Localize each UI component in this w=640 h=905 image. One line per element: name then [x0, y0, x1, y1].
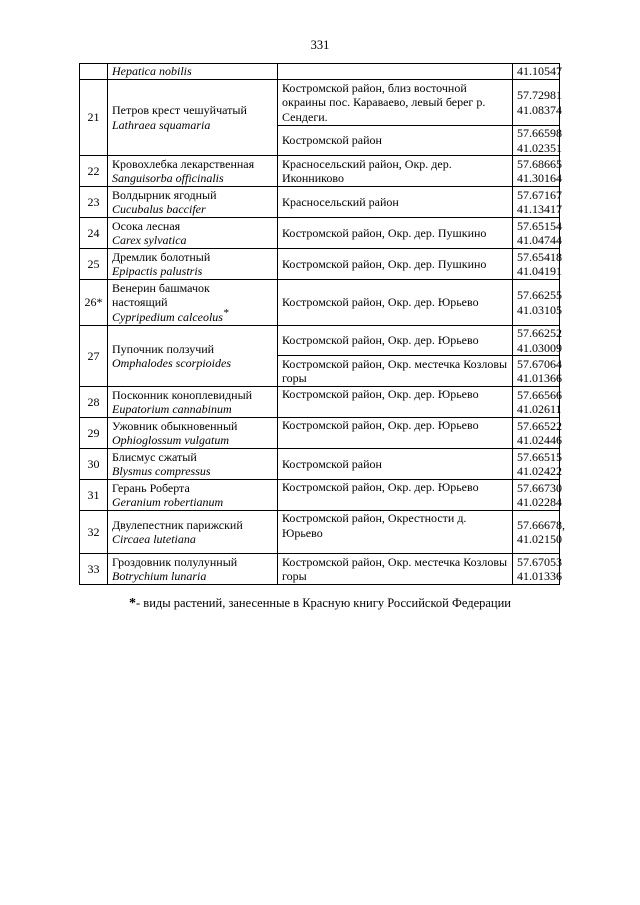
row-number: 22 — [80, 156, 108, 187]
row-number: 21 — [80, 80, 108, 156]
species-name: Петров крест чешуйчатый Lathraea squamaria — [108, 80, 278, 156]
species-name: Волдырник ягодный Cucubalus baccifer — [108, 187, 278, 218]
location-cell — [278, 64, 513, 80]
species-name: Пупочник ползучий Omphalodes scorpioides — [108, 326, 278, 387]
row-number: 31 — [80, 480, 108, 511]
location-cell: Костромской район, Окр. дер. Юрьево — [278, 480, 513, 511]
species-table — [79, 63, 565, 585]
coordinates-cell: 57.67064 41.01366 — [513, 356, 560, 387]
location-cell: Костромской район, Окр. местечка Козловы горы — [278, 356, 513, 387]
row-number: 29 — [80, 418, 108, 449]
coordinates-cell: 57.67053 41.01336 — [513, 554, 560, 585]
species-name: Венерин башмачок настоящий Cypripedium calceolus* — [108, 280, 278, 326]
coordinates-cell: 57.66255 41.03105 — [513, 280, 560, 326]
coordinates-cell: 57.68665 41.30164 — [513, 156, 560, 187]
location-cell: Костромской район, Окр. дер. Юрьево — [278, 280, 513, 326]
coordinates-cell: 57.72981 41.08374 — [513, 80, 560, 126]
table-row — [80, 249, 560, 280]
table-row — [80, 511, 560, 554]
location-cell: Костромской район, близ восточной окраины пос. Караваево, левый берег р. Сендеги. — [278, 80, 513, 126]
table-row — [80, 64, 560, 80]
coordinates-cell: 57.66252 41.03009 — [513, 326, 560, 356]
species-name: Блисмус сжатый Blysmus compressus — [108, 449, 278, 480]
species-name: Осока лесная Carex sylvatica — [108, 218, 278, 249]
table-row — [80, 80, 560, 126]
location-cell: Костромской район, Окр. дер. Юрьево — [278, 387, 513, 418]
species-name: Двулепестник парижский Circaea lutetiana — [108, 511, 278, 554]
table-row — [80, 187, 560, 218]
species-name: Гроздовник полулунный Botrychium lunaria — [108, 554, 278, 585]
species-name: Ужовник обыкновенный Ophioglossum vulgatum — [108, 418, 278, 449]
coordinates-cell: 41.10547 — [513, 64, 560, 80]
coordinates-cell: 57.66522 41.02446 — [513, 418, 560, 449]
coordinates-cell: 57.65154 41.04744 — [513, 218, 560, 249]
row-number: 32 — [80, 511, 108, 554]
row-number: 28 — [80, 387, 108, 418]
species-name: Герань Роберта Geranium robertianum — [108, 480, 278, 511]
table-row — [80, 218, 560, 249]
row-number: 26* — [80, 280, 108, 326]
row-number: 27 — [80, 326, 108, 387]
coordinates-cell: 57.66598 41.02351 — [513, 126, 560, 156]
footnote-text: - виды растений, занесенные в Красную книгу Российской Федерации — [136, 596, 511, 610]
table-row — [80, 449, 560, 480]
location-cell: Костромской район, Окрестности д. Юрьево — [278, 511, 513, 554]
row-number: 25 — [80, 249, 108, 280]
row-number: 30 — [80, 449, 108, 480]
coordinates-cell: 57.67167 41.13417 — [513, 187, 560, 218]
row-number — [80, 64, 108, 80]
location-cell: Красносельский район, Окр. дер. Иконниково — [278, 156, 513, 187]
table-row — [80, 280, 560, 326]
species-name: Дремлик болотный Epipactis palustris — [108, 249, 278, 280]
species-name: Кровохлебка лекарственная Sanguisorba officinalis — [108, 156, 278, 187]
coordinates-cell: 57.66566 41.02611 — [513, 387, 560, 418]
location-cell: Костромской район, Окр. дер. Пушкино — [278, 218, 513, 249]
location-cell: Костромской район, Окр. дер. Пушкино — [278, 249, 513, 280]
table-row — [80, 156, 560, 187]
location-cell: Костромской район, Окр. местечка Козловы горы — [278, 554, 513, 585]
table-row — [80, 387, 560, 418]
table-row — [80, 418, 560, 449]
footnote — [0, 596, 640, 612]
location-cell: Красносельский район — [278, 187, 513, 218]
coordinates-cell: 57.65418 41.04191 — [513, 249, 560, 280]
species-name: Hepatica nobilis — [108, 64, 278, 80]
row-number: 24 — [80, 218, 108, 249]
location-cell: Костромской район, Окр. дер. Юрьево — [278, 326, 513, 356]
page-number: 331 — [310, 38, 330, 52]
coordinates-cell: 57.66515 41.02422 — [513, 449, 560, 480]
coordinates-cell: 57.66730 41.02284 — [513, 480, 560, 511]
location-cell: Костромской район, Окр. дер. Юрьево — [278, 418, 513, 449]
row-number: 23 — [80, 187, 108, 218]
coordinates-cell: 57.66678, 41.02150 — [513, 511, 560, 554]
location-cell: Костромской район — [278, 449, 513, 480]
table-row — [80, 326, 560, 356]
species-name: Посконник коноплевидный Eupatorium cannabinum — [108, 387, 278, 418]
location-cell: Костромской район — [278, 126, 513, 156]
red-book-marker: * — [222, 306, 229, 319]
footnote-star: * — [129, 596, 136, 611]
table-row — [80, 480, 560, 511]
row-number: 33 — [80, 554, 108, 585]
table-row — [80, 554, 560, 585]
